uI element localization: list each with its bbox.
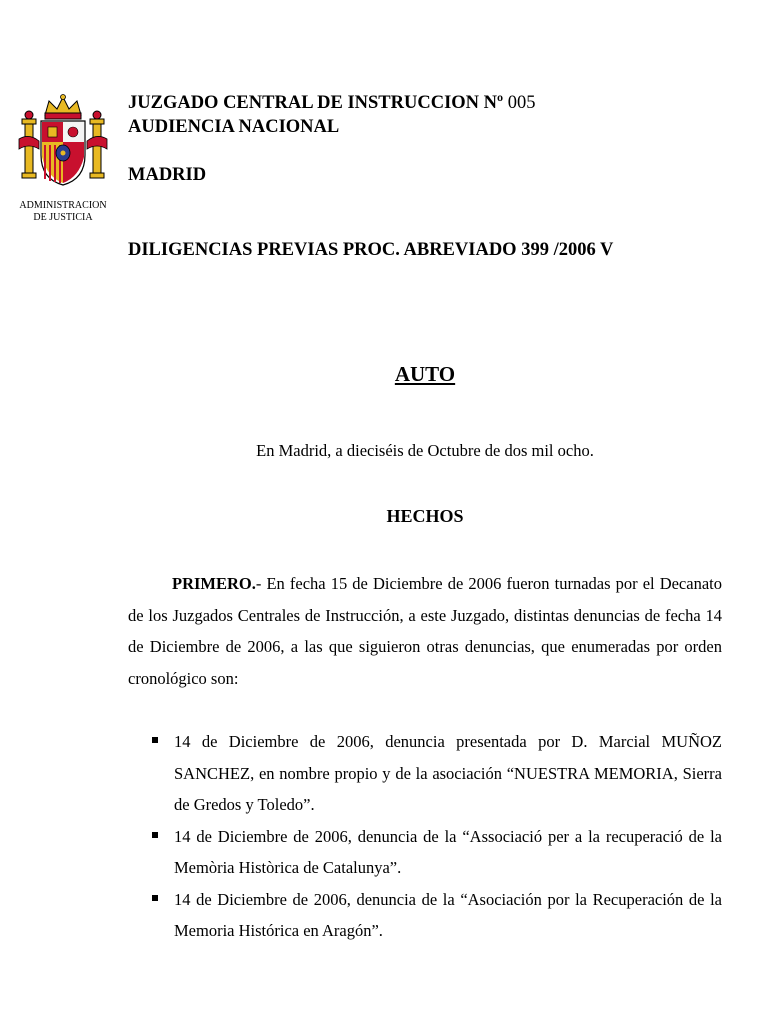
court-name [128, 91, 536, 115]
emblem-caption-line1: ADMINISTRACION [19, 200, 107, 211]
city: MADRID [128, 165, 207, 185]
list-item: 14 de Diciembre de 2006, denuncia presentada por D. Marcial MUÑOZ SANCHEZ, en nombre propio y de la asociación “NUESTRA MEMORIA, Sierra de Gredos y Toledo”. [148, 726, 722, 821]
dateline: En Madrid, a dieciséis de Octubre de dos mil ocho. [256, 441, 594, 460]
paragraph-label: PRIMERO. [172, 574, 256, 593]
complaints-list [148, 726, 722, 947]
paragraph-primero [128, 568, 722, 694]
list-item: 14 de Diciembre de 2006, denuncia de la “Asociación por la Recuperación de la Memoria Histórica en Aragón”. [148, 884, 722, 947]
court-header [128, 91, 536, 187]
court-line2: AUDIENCIA NACIONAL [128, 117, 340, 137]
section-title: HECHOS [386, 506, 464, 526]
court-name-prefix: JUZGADO CENTRAL DE INSTRUCCION Nº [128, 93, 504, 113]
list-item: 14 de Diciembre de 2006, denuncia de la “Associació per a la recuperació de la Memòria Històrica de Catalunya”. [148, 821, 722, 884]
document-title: AUTO [394, 362, 456, 386]
paragraph-text: - En fecha 15 de Diciembre de 2006 fueron turnadas por el Decanato de los Juzgados Centrales de Instrucción, a este Juzgado, distintas denuncias de fecha 14 de Diciembre de 2006, a las que siguieron otras denuncias, que enumeradas por orden cronológico son: [128, 574, 722, 688]
emblem-caption-line2: DE JUSTICIA [33, 212, 93, 223]
emblem-caption [10, 200, 116, 224]
case-reference: DILIGENCIAS PREVIAS PROC. ABREVIADO 399 /2006 V [128, 240, 614, 260]
court-number: 005 [507, 93, 536, 113]
coat-of-arms-icon [17, 93, 109, 189]
